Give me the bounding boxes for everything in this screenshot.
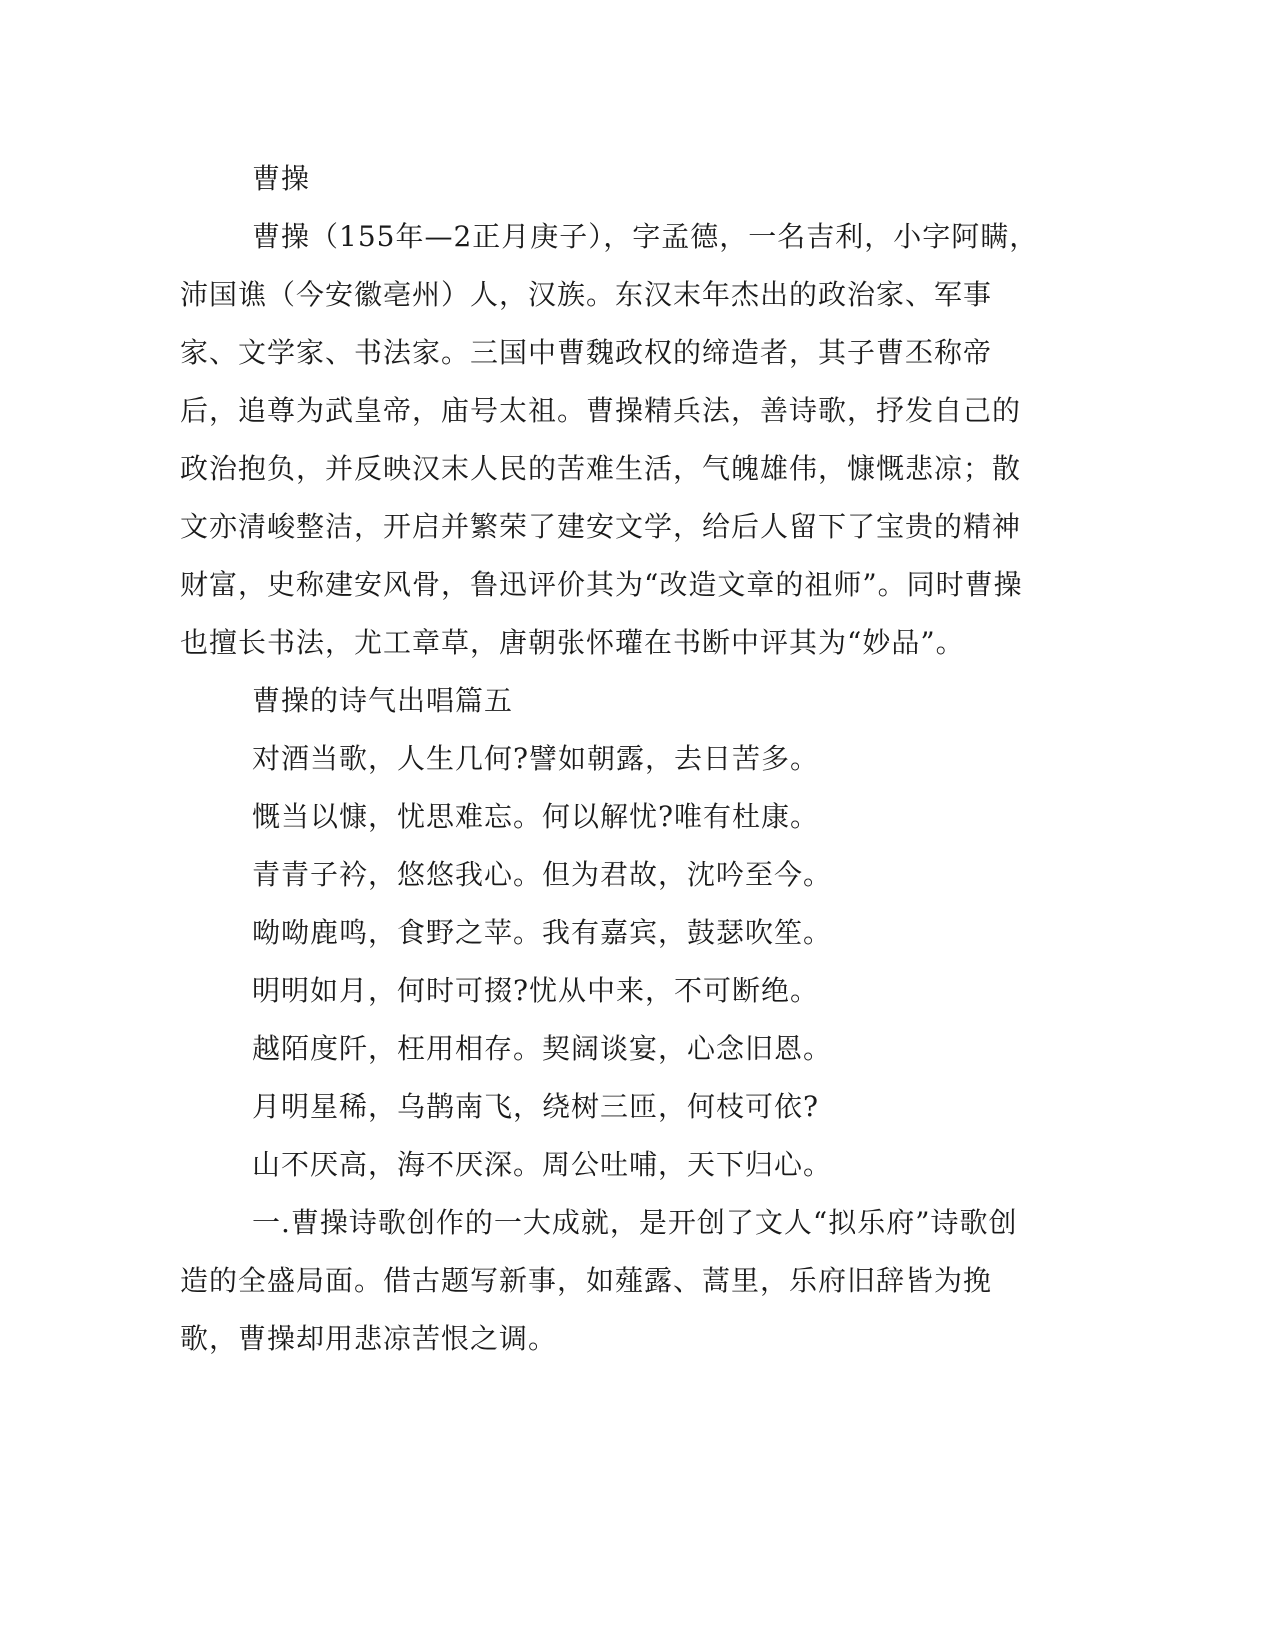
poem-line: 明明如月，何时可掇?忧从中来，不可断绝。 [252, 974, 820, 1007]
poem-line: 呦呦鹿鸣，食野之苹。我有嘉宾，鼓瑟吹笙。 [252, 916, 833, 949]
poem-line: 越陌度阡，枉用相存。契阔谈宴，心念旧恩。 [252, 1032, 833, 1065]
analysis-paragraph: 一.曹操诗歌创作的一大成就，是开创了文人“拟乐府”诗歌创造的全盛局面。借古题写新事，如薤露、蒿里，乐府旧辞皆为挽歌，曹操却用悲凉苦恨之调。 [180, 1206, 1018, 1355]
poem-line: 对酒当歌，人生几何?譬如朝露，去日苦多。 [252, 742, 820, 775]
poem-line: 月明星稀，乌鹊南飞，绕树三匝，何枝可依? [252, 1090, 820, 1123]
intro-paragraph: 曹操（155年—2正月庚子），字孟德，一名吉利，小字阿瞒，沛国谯（今安徽亳州）人，汉族。东汉末年杰出的政治家、军事家、文学家、书法家。三国中曹魏政权的缔造者，其子曹丕称帝后，追尊为武皇帝，庙号太祖。曹操精兵法，善诗歌，抒发自己的政治抱负，并反映汉末人民的苦难生活，气魄雄伟，慷慨悲凉；散文亦清峻整洁，开启并繁荣了建安文学，给后人留下了宝贵的精神财富，史称建安风骨，鲁迅评价其为“改造文章的祖师”。同时曹操也擅长书法，尤工章草，唐朝张怀瓘在书断中评其为“妙品”。 [180, 220, 1039, 659]
poem-line: 慨当以慷，忧思难忘。何以解忧?唯有杜康。 [252, 800, 820, 833]
poem-line: 青青子衿，悠悠我心。但为君故，沈吟至今。 [252, 858, 833, 891]
poem-line: 山不厌高，海不厌深。周公吐哺，天下归心。 [252, 1148, 833, 1181]
document-page [180, 150, 1040, 1368]
document-title: 曹操 [252, 162, 311, 195]
section-heading: 曹操的诗气出唱篇五 [252, 684, 514, 717]
